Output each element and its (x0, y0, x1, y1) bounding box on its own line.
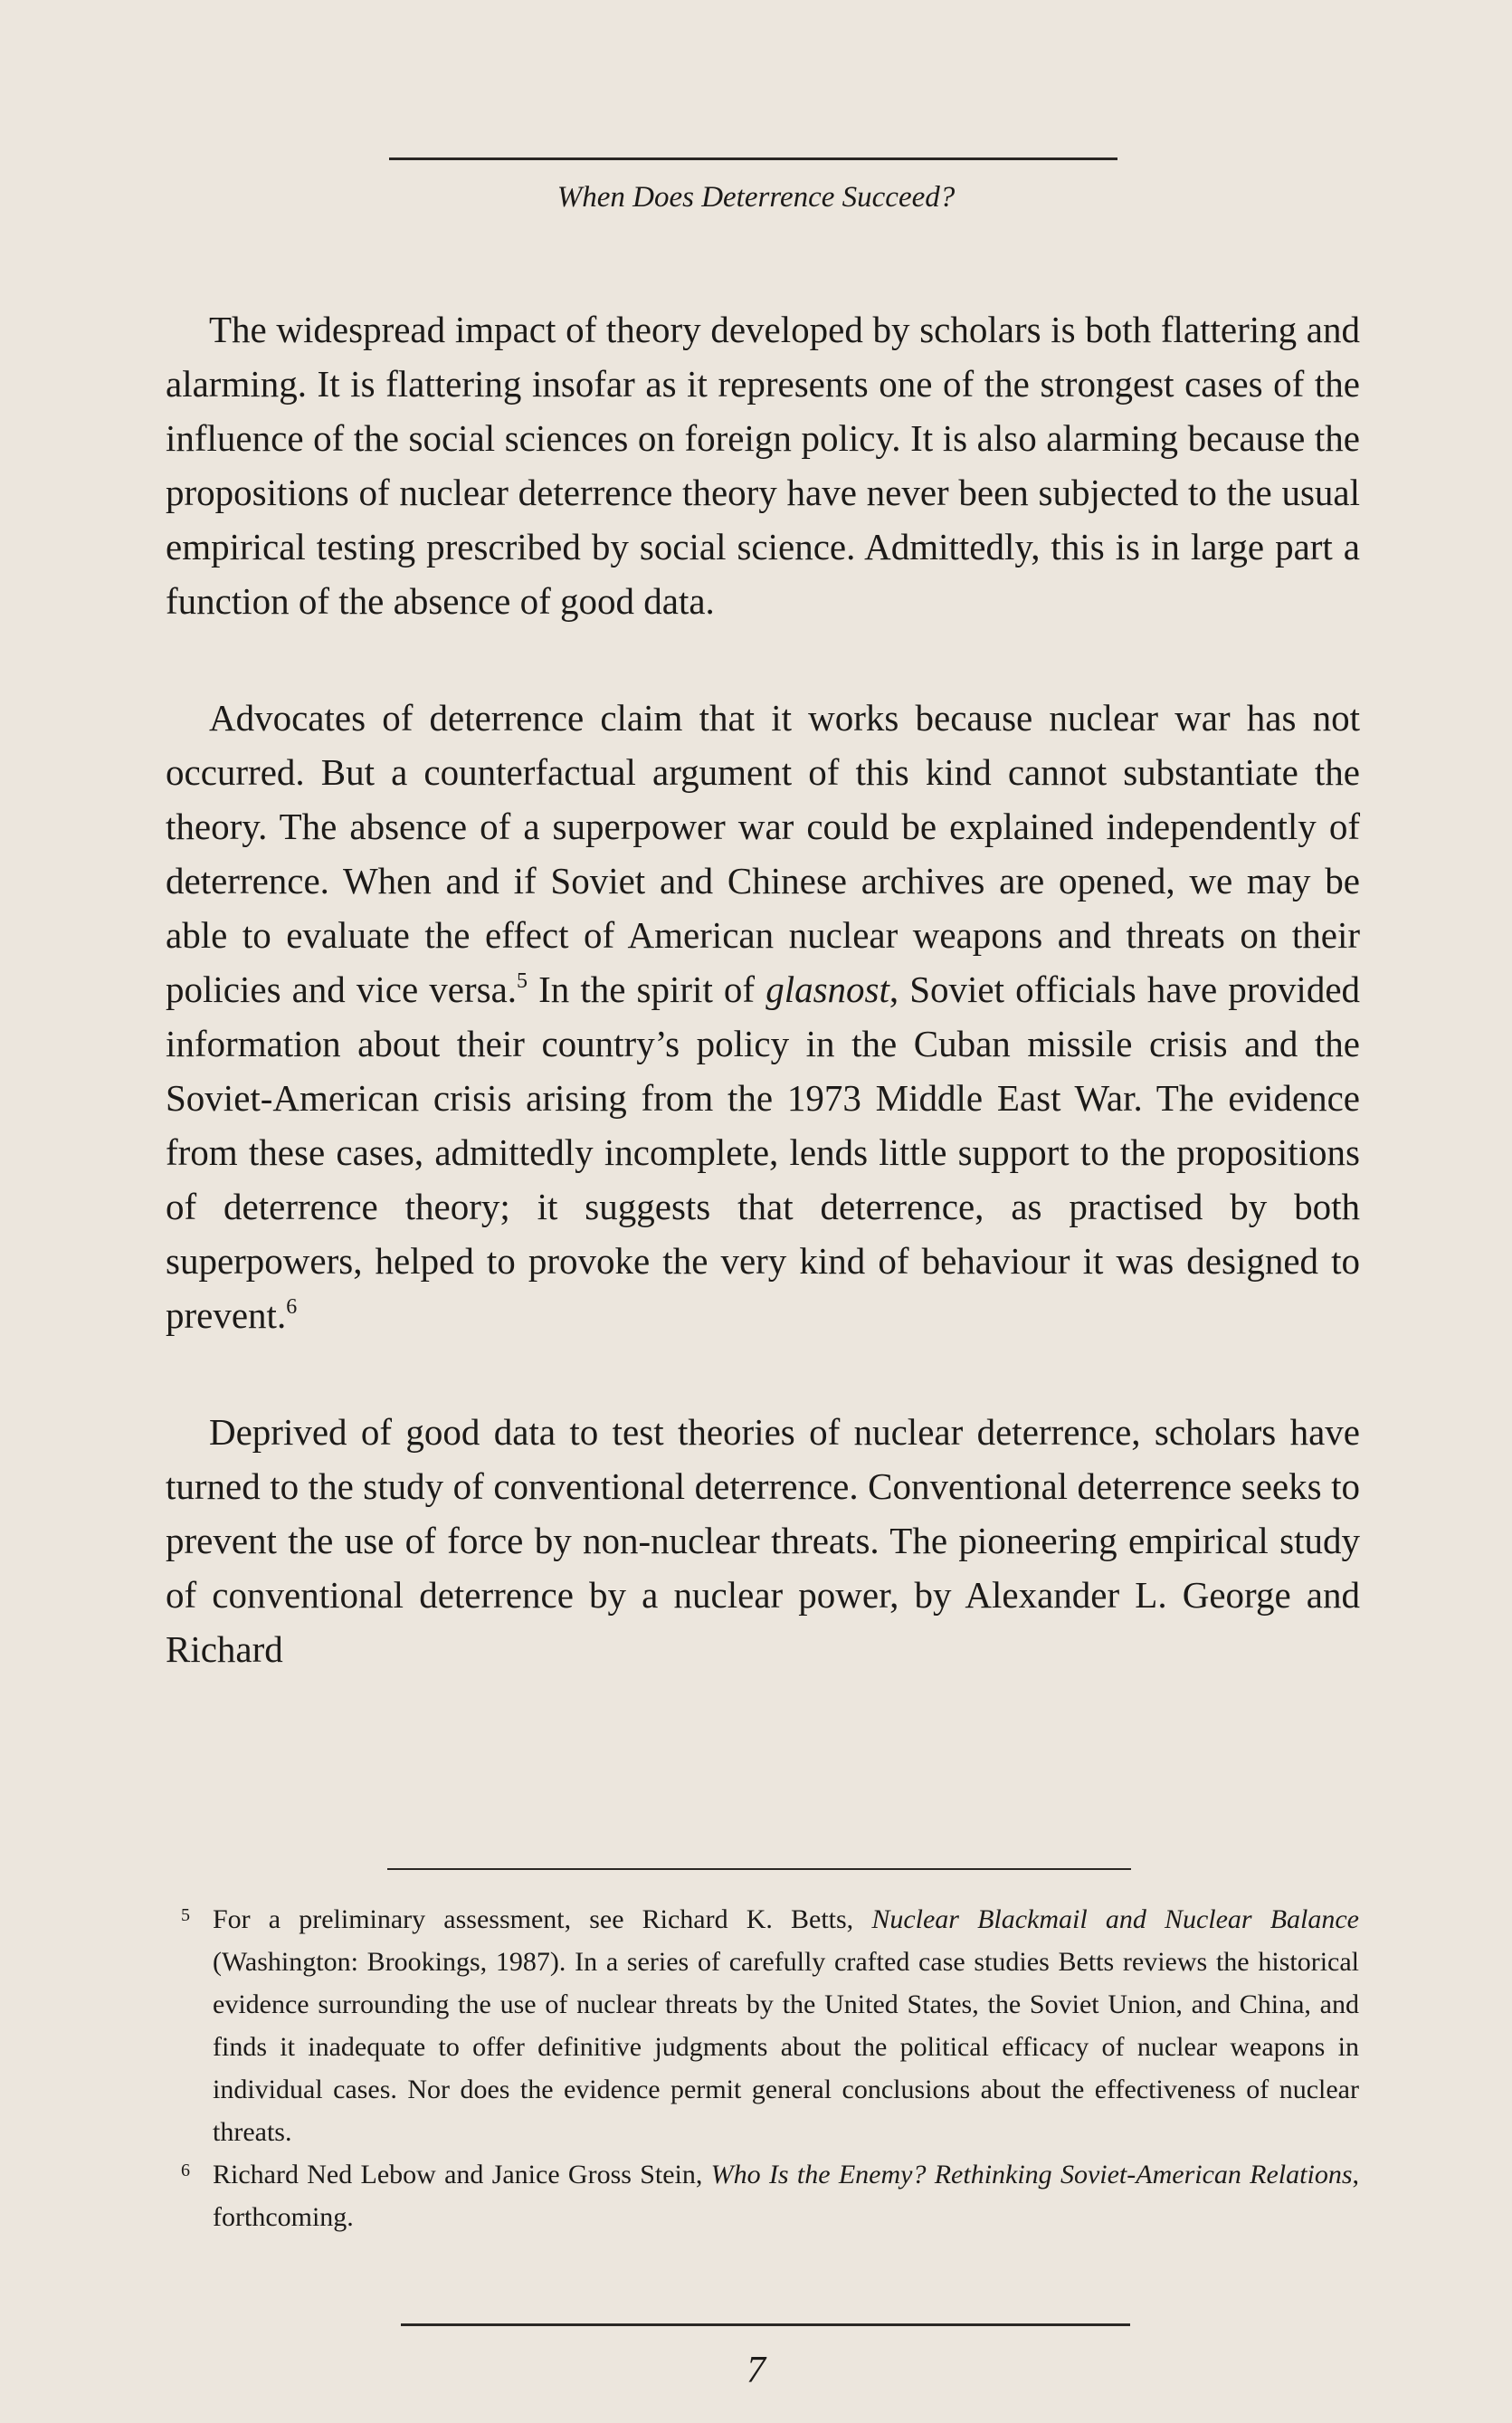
paragraph-2-text-c: , Soviet officials have provided information about their country’s policy in the Cuban missile crisis and the Soviet-American crisis arising from the 1973 Middle East War. The evidence from these cases, admittedly incomplete, lends little support to the propositions of deterrence theory; it suggests that deterrence, as practised by both superpowers, helped to provoke the very kind of behaviour it was designed to prevent. (166, 968, 1361, 1336)
footnote-5 (181, 1898, 1359, 2153)
footnotes (181, 1898, 1359, 2238)
footnote-text: For a preliminary assessment, see Richard K. Betts, (213, 1904, 872, 1934)
running-head: When Does Deterrence Succeed? (556, 181, 956, 214)
paragraph-2 (166, 691, 1360, 1342)
paragraph-1: The widespread impact of theory developed by scholars is both flattering and alarming. It is flattering insofar as it represents one of the strongest cases of the influence of the social sciences on foreign policy. It is also alarming because the propositions of nuclear deterrence theory have never been subjected to the usual empirical testing prescribed by social science. Admittedly, this is in large part a function of the absence of good data. (166, 309, 1360, 622)
footnote-text: Richard Ned Lebow and Janice Gross Stein, (213, 2160, 711, 2189)
header-rule (389, 157, 1117, 160)
italic-term-glasnost: glasnost (766, 968, 889, 1010)
footnote-ref-5: 5 (517, 969, 528, 993)
footer-rule (401, 2323, 1130, 2326)
book-title: Nuclear Blackmail and Nuclear Balance (871, 1904, 1359, 1934)
footnote-ref-6: 6 (286, 1295, 298, 1319)
footnote-text: , forthcoming. (213, 2160, 1359, 2232)
footnote-number: 6 (181, 2161, 190, 2180)
footnote-rule (387, 1868, 1131, 1870)
paragraph-2-text-b: In the spirit of (528, 968, 766, 1010)
book-title: Who Is the Enemy? Rethinking Soviet-American Relations (710, 2160, 1353, 2189)
paragraph-2-text-a: Advocates of deterrence claim that it works because nuclear war has not occurred. But a counterfactual argument of this kind cannot substantiate the theory. The absence of a superpower war could be explained independently of deterrence. When and if Soviet and Chinese archives are opened, we may be able to evaluate the effect of American nuclear weapons and threats on their policies and vice versa. (166, 697, 1360, 1010)
footnote-6 (181, 2153, 1359, 2238)
paragraph-3: Deprived of good data to test theories of nuclear deterrence, scholars have turned to the study of conventional deterrence. Conventional deterrence seeks to prevent the use of force by non-nuclear threats. The pioneering empirical study of conventional deterrence by a nuclear power, by Alexander L. George and Richard (166, 1411, 1360, 1670)
footnote-number: 5 (181, 1905, 190, 1925)
footnote-text: (Washington: Brookings, 1987). In a series of carefully crafted case studies Betts reviews the historical evidence surrounding the use of nuclear threats by the United States, the Soviet Union, and China, and finds it inadequate to offer definitive judgments about the political efficacy of nuclear weapons in individual cases. Nor does the evidence permit general conclusions about the effectiveness of nuclear threats. (213, 1947, 1359, 2147)
body-text (166, 302, 1360, 1676)
page-number: 7 (746, 2350, 766, 2391)
